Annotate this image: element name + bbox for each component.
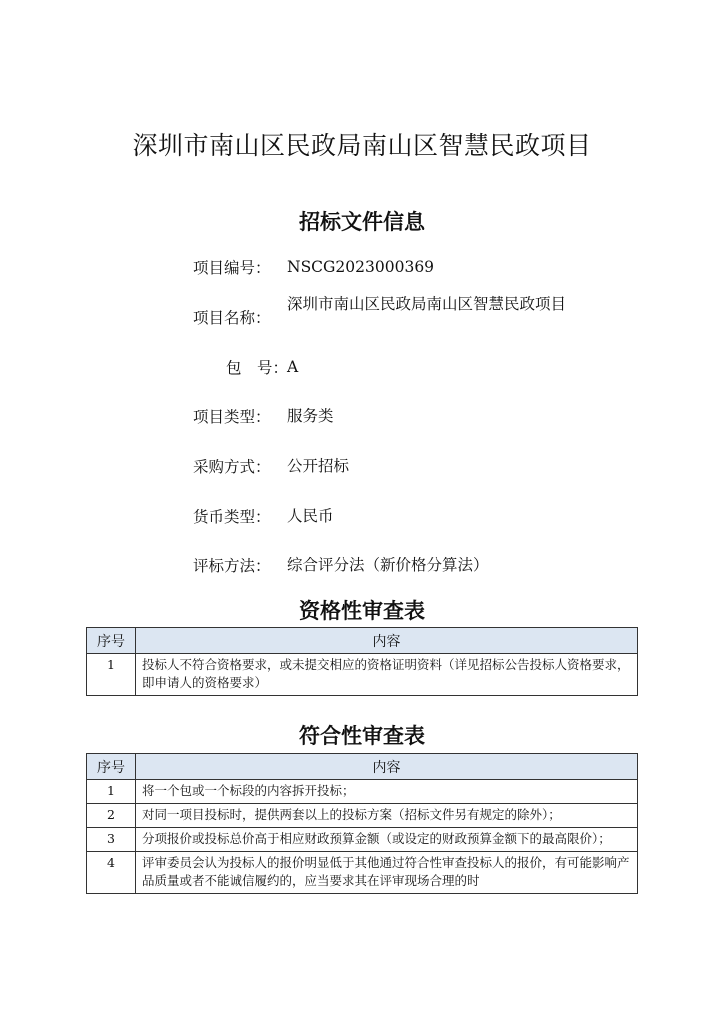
row-content: 分项报价或投标总价高于相应财政预算金额（或设定的财政预算金额下的最高限价）； bbox=[136, 828, 638, 852]
field-value: NSCG2023000369 bbox=[287, 258, 435, 276]
field-value: 深圳市南山区民政局南山区智慧民政项目 bbox=[287, 295, 567, 313]
table-row bbox=[87, 780, 638, 804]
row-content: 将一个包或一个标段的内容拆开投标； bbox=[136, 780, 638, 804]
table-row bbox=[87, 828, 638, 852]
qualification-table bbox=[86, 627, 638, 696]
field-label: 项目类型： bbox=[193, 408, 271, 426]
column-header-content: 内容 bbox=[136, 754, 638, 780]
field-label: 评标方法： bbox=[193, 557, 271, 575]
field-label: 采购方式： bbox=[193, 458, 271, 476]
column-header-number: 序号 bbox=[87, 754, 136, 780]
row-content: 对同一项目投标时，提供两套以上的投标方案（招标文件另有规定的除外）； bbox=[136, 804, 638, 828]
compliance-table bbox=[86, 753, 638, 894]
field-value: 服务类 bbox=[287, 407, 334, 425]
table-row bbox=[87, 654, 638, 696]
row-number: 1 bbox=[87, 654, 136, 696]
field-value: 综合评分法（新价格分算法） bbox=[287, 556, 489, 574]
row-number: 4 bbox=[87, 852, 136, 894]
field-label: 包 号： bbox=[226, 359, 289, 377]
column-header-content: 内容 bbox=[136, 628, 638, 654]
field-value: 公开招标 bbox=[287, 457, 350, 475]
qualification-table-heading: 资格性审查表 bbox=[299, 599, 425, 623]
row-content: 评审委员会认为投标人的报价明显低于其他通过符合性审查投标人的报价，有可能影响产品质量或者不能诚信履约的，应当要求其在评审现场合理的时 bbox=[136, 852, 638, 894]
table-row bbox=[87, 804, 638, 828]
row-number: 1 bbox=[87, 780, 136, 804]
tender-info-heading: 招标文件信息 bbox=[299, 210, 425, 234]
table-row bbox=[87, 852, 638, 894]
compliance-table-heading: 符合性审查表 bbox=[299, 724, 425, 748]
field-value: 人民币 bbox=[287, 507, 334, 525]
row-content: 投标人不符合资格要求，或未提交相应的资格证明资料（详见招标公告投标人资格要求，即申请人的资格要求） bbox=[136, 654, 638, 696]
column-header-number: 序号 bbox=[87, 628, 136, 654]
row-number: 2 bbox=[87, 804, 136, 828]
row-number: 3 bbox=[87, 828, 136, 852]
field-label: 货币类型： bbox=[193, 508, 271, 526]
field-label: 项目编号： bbox=[193, 259, 271, 277]
document-title: 深圳市南山区民政局南山区智慧民政项目 bbox=[132, 131, 592, 160]
field-value: A bbox=[287, 358, 299, 376]
field-label: 项目名称： bbox=[193, 309, 271, 327]
